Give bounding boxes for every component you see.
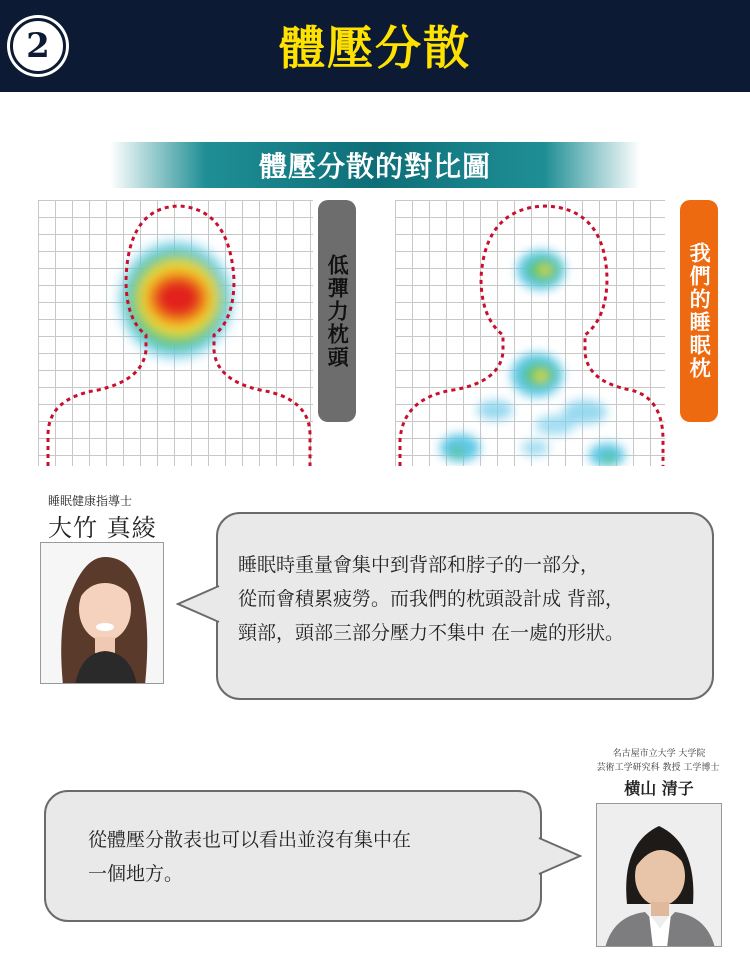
expert2-photo — [596, 803, 722, 947]
heatmap-right-graphic — [395, 200, 665, 466]
expert2-quote — [88, 823, 528, 891]
label-our-sleep-pillow — [680, 200, 718, 422]
person-portrait-icon — [41, 543, 164, 684]
expert1-quote — [238, 548, 708, 651]
quote-line: 睡眠時重量會集中到背部和脖子的一部分， — [238, 554, 600, 576]
expert1-name: 大竹 真綾 — [48, 514, 157, 542]
comparison-banner — [110, 142, 640, 188]
expert1-photo — [40, 542, 164, 684]
quote-line: 頸部，頭部三部分壓力不集中 在一處的形狀。 — [238, 622, 625, 645]
quote-line: 從而會積累疲勞。而我們的枕頭設計成 背部， — [238, 588, 625, 611]
quote-line: 從體壓分散表也可以看出並沒有集中在 — [88, 829, 412, 851]
page-title: 體壓分散 — [279, 21, 471, 75]
heatmap-our-sleep-pillow — [395, 200, 665, 466]
heatmap-left-graphic — [38, 200, 313, 466]
expert2-org-line1: 名古屋市立大学 大学院 — [612, 749, 706, 759]
quote-line: 一個地方。 — [88, 863, 184, 886]
label-low-resilience-pillow — [318, 200, 356, 422]
header-bar — [0, 0, 750, 92]
person-portrait-icon — [597, 804, 722, 947]
bubble-tail-left — [176, 584, 220, 624]
expert2-org-line2: 芸術工学研究科 教授 工学博士 — [596, 763, 720, 773]
bubble-tail-right — [538, 836, 582, 876]
step-number-badge: 2 — [10, 18, 66, 74]
expert2-name: 横山 清子 — [624, 779, 694, 798]
label-text: 我們的睡眠枕 — [687, 242, 712, 380]
expert1-title: 睡眠健康指導士 — [48, 494, 133, 508]
label-text: 低彈力枕頭 — [325, 253, 350, 369]
banner-title: 體壓分散的對比圖 — [258, 150, 491, 183]
heatmap-low-resilience-pillow — [38, 200, 313, 466]
